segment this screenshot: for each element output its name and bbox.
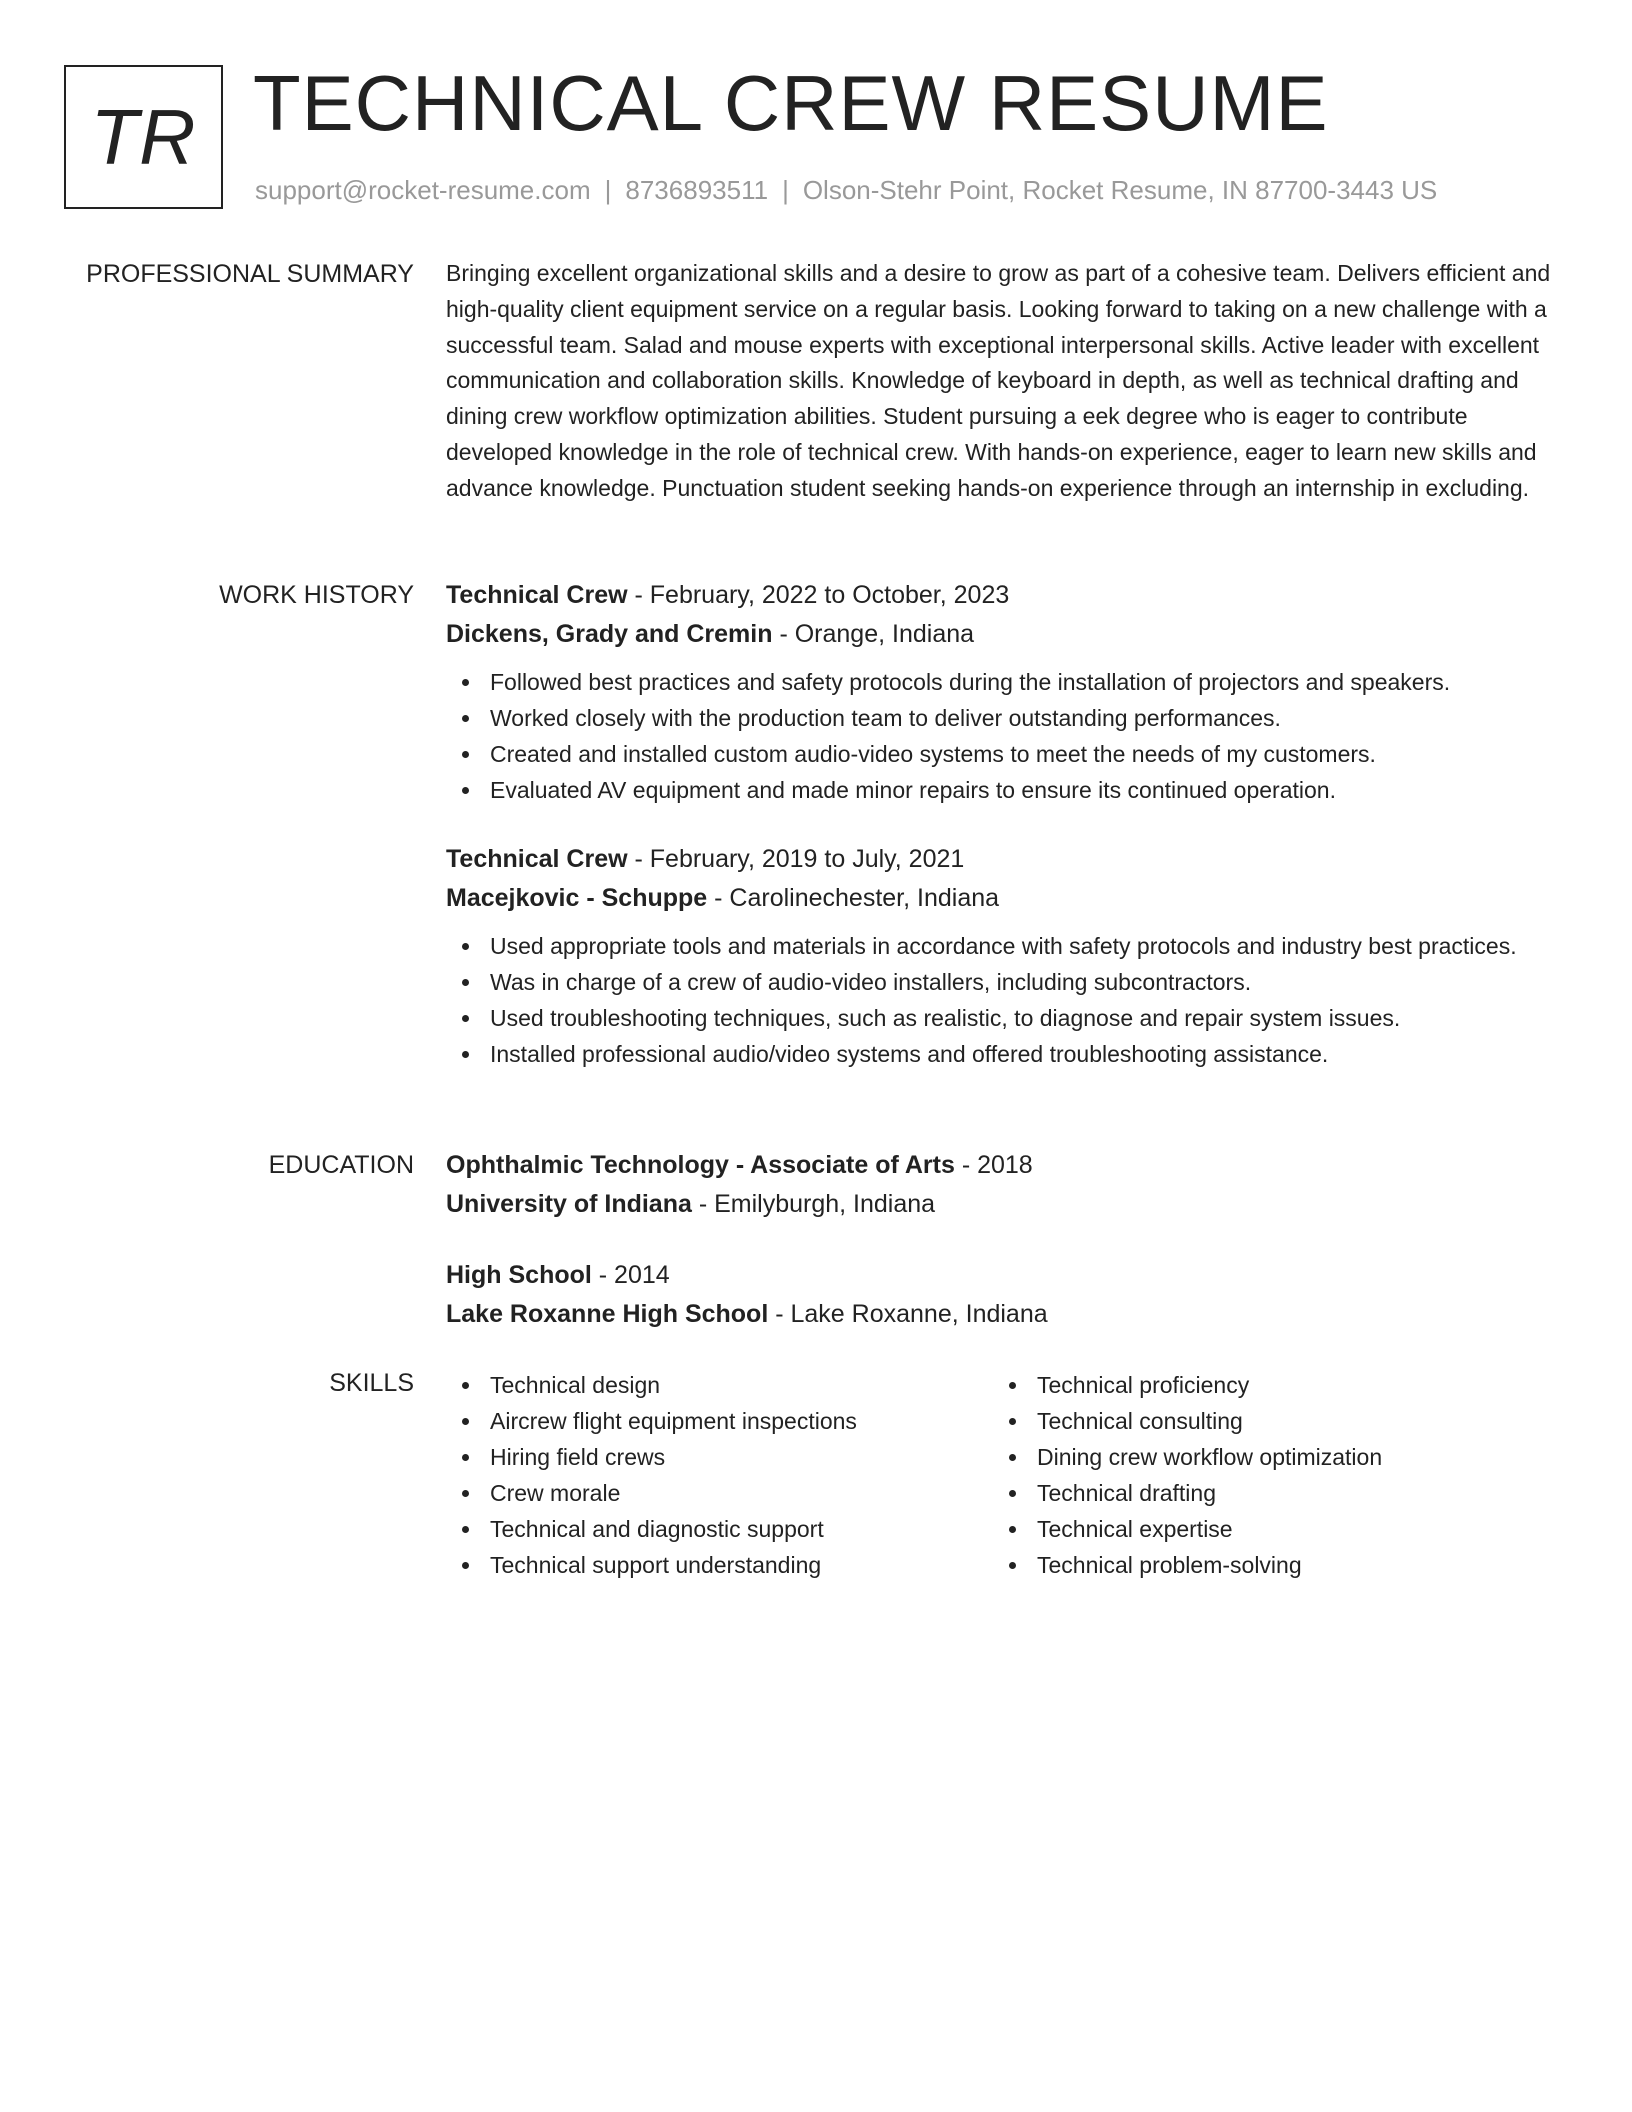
job-dates: - February, 2019 to July, 2021 bbox=[627, 845, 965, 873]
skill-item: Technical consulting bbox=[993, 1403, 1540, 1439]
job-company-line bbox=[446, 615, 1572, 654]
job-title-line bbox=[446, 576, 1572, 615]
skills-column-right bbox=[993, 1367, 1540, 1583]
job-company: Macejkovic - Schuppe bbox=[446, 884, 708, 912]
skill-item: Technical design bbox=[446, 1367, 993, 1403]
skills-grid bbox=[446, 1367, 1572, 1583]
job-entry bbox=[446, 840, 1572, 1072]
school-name: Lake Roxanne High School bbox=[446, 1300, 769, 1328]
job-bullet: Evaluated AV equipment and made minor repairs to ensure its continued operation. bbox=[446, 772, 1572, 808]
school-line bbox=[446, 1295, 1572, 1334]
degree-line bbox=[446, 1256, 1572, 1295]
job-title: Technical Crew bbox=[446, 581, 628, 609]
job-location: - Orange, Indiana bbox=[772, 620, 975, 648]
job-bullet: Created and installed custom audio-video systems to meet the needs of my customers. bbox=[446, 736, 1572, 772]
school-location: - Lake Roxanne, Indiana bbox=[768, 1300, 1048, 1328]
skill-item: Dining crew workflow optimization bbox=[993, 1439, 1540, 1475]
job-bullet: Was in charge of a crew of audio-video installers, including subcontractors. bbox=[446, 964, 1572, 1000]
job-location: - Carolinechester, Indiana bbox=[707, 884, 1000, 912]
skill-item: Aircrew flight equipment inspections bbox=[446, 1403, 993, 1439]
job-bullet: Followed best practices and safety protocols during the installation of projectors and speakers. bbox=[446, 664, 1572, 700]
job-company: Dickens, Grady and Cremin bbox=[446, 620, 773, 648]
degree-name: Ophthalmic Technology - Associate of Arts bbox=[446, 1151, 955, 1179]
skill-item: Technical proficiency bbox=[993, 1367, 1540, 1403]
summary-text: Bringing excellent organizational skills and a desire to grow as part of a cohesive team. Delivers efficient and high-quality client equipment service on a regular basis. Looking forward to taking on a new challenge with a successful team. Salad and mouse experts with exceptional interpersonal skills. Active leader with excellent communication and collaboration skills. Knowledge of keyboard in depth, as well as technical drafting and dining crew workflow optimization abilities. Student pursuing a eek degree who is eager to contribute developed knowledge in the role of technical crew. With hands-on experience, eager to learn new skills and advance knowledge. Punctuation student seeking hands-on experience through an internship in excluding. bbox=[446, 260, 1551, 501]
education-heading: EDUCATION bbox=[268, 1151, 414, 1179]
education-body bbox=[446, 1146, 1572, 1334]
job-company-line bbox=[446, 879, 1572, 918]
skill-item: Technical drafting bbox=[993, 1475, 1540, 1511]
work-history-body bbox=[446, 576, 1572, 1072]
degree-year: - 2014 bbox=[591, 1261, 670, 1289]
degree-year: - 2018 bbox=[954, 1151, 1033, 1179]
job-bullet: Used troubleshooting techniques, such as realistic, to diagnose and repair system issues. bbox=[446, 1000, 1572, 1036]
job-bullets bbox=[446, 664, 1572, 808]
job-entry bbox=[446, 576, 1572, 808]
work-history-heading: WORK HISTORY bbox=[219, 581, 414, 609]
school-line bbox=[446, 1185, 1572, 1224]
job-bullet: Used appropriate tools and materials in accordance with safety protocols and industry best practices. bbox=[446, 928, 1572, 964]
education-entry bbox=[446, 1146, 1572, 1224]
skill-item: Technical expertise bbox=[993, 1511, 1540, 1547]
contact-separator: | bbox=[782, 175, 789, 205]
skills-body bbox=[446, 1367, 1572, 1583]
summary-heading: PROFESSIONAL SUMMARY bbox=[86, 260, 414, 288]
contact-separator: | bbox=[604, 175, 612, 205]
monogram-box bbox=[64, 65, 223, 209]
degree-line bbox=[446, 1146, 1572, 1185]
job-bullet: Worked closely with the production team to deliver outstanding performances. bbox=[446, 700, 1572, 736]
skill-item: Technical support understanding bbox=[446, 1547, 993, 1583]
skill-item: Technical and diagnostic support bbox=[446, 1511, 993, 1547]
job-title-line bbox=[446, 840, 1572, 879]
skill-item: Hiring field crews bbox=[446, 1439, 993, 1475]
education-entry bbox=[446, 1256, 1572, 1334]
school-name: University of Indiana bbox=[446, 1190, 692, 1218]
job-title: Technical Crew bbox=[446, 845, 628, 873]
resume-title: TECHNICAL CREW RESUME bbox=[253, 59, 1329, 147]
skills-heading: SKILLS bbox=[329, 1369, 414, 1397]
monogram-initials: TR bbox=[90, 92, 197, 181]
contact-email: support@rocket-resume.com bbox=[255, 175, 591, 205]
skill-item: Technical problem-solving bbox=[993, 1547, 1540, 1583]
contact-phone: 8736893511 bbox=[625, 175, 769, 205]
job-bullet: Installed professional audio/video systems and offered troubleshooting assistance. bbox=[446, 1036, 1572, 1072]
contact-address: Olson-Stehr Point, Rocket Resume, IN 87700-3443 US bbox=[802, 175, 1438, 205]
job-dates: - February, 2022 to October, 2023 bbox=[627, 581, 1010, 609]
skills-column-left bbox=[446, 1367, 993, 1583]
contact-line bbox=[255, 174, 1437, 206]
school-location: - Emilyburgh, Indiana bbox=[691, 1190, 936, 1218]
skill-item: Crew morale bbox=[446, 1475, 993, 1511]
summary-body bbox=[446, 256, 1572, 507]
job-bullets bbox=[446, 928, 1572, 1072]
degree-name: High School bbox=[446, 1261, 592, 1289]
